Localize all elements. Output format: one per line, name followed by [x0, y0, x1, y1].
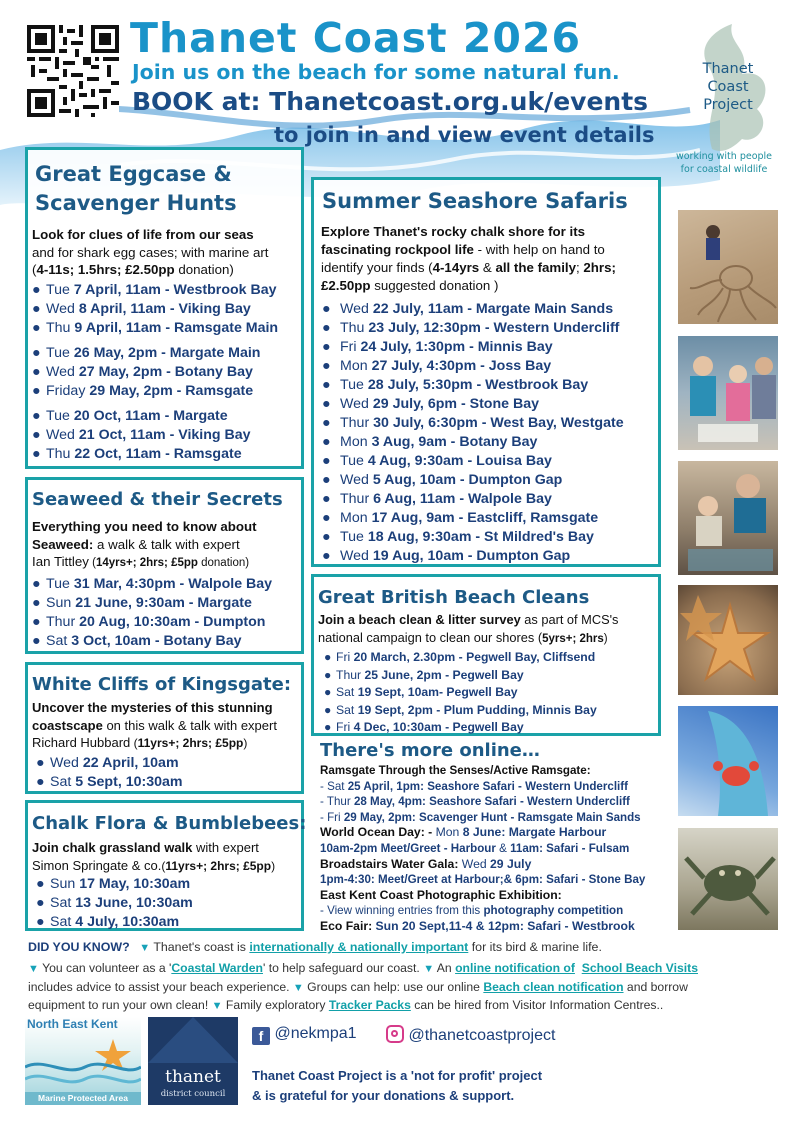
gala-detail: 1pm-4:30: Meet/Greet at Harbour;& 6pm: Safari - Stone Bay [320, 873, 646, 887]
chalk-title: Chalk Flora & Bumblebees: [32, 813, 307, 834]
eggcase-events [32, 281, 278, 464]
list-item: ● Sat 19 Sept, 2pm - Plum Pudding, Minnis Bay [324, 702, 597, 717]
list-item: - Sat 25 April, 1pm: Seashore Safari - Western Undercliff [320, 779, 628, 793]
list-item: ● Fri 4 Dec, 10:30am - Pegwell Bay [324, 720, 524, 734]
photo-beach-art [676, 208, 780, 326]
list-item: ● Mon 17 Aug, 9am - Eastcliff, Ramsgate [322, 510, 599, 526]
dolphin-icon: ▼ [423, 963, 435, 975]
nekmpa-logo [25, 1017, 141, 1105]
photo-rockpool-exploring [676, 459, 780, 577]
list-item: ● Wed 19 Aug, 10am - Dumpton Gap [322, 548, 571, 564]
seaweed-title: Seaweed & their Secrets [32, 489, 283, 510]
list-item: ● Sun 21 June, 9:30am - Margate [32, 595, 252, 611]
list-item: ● Thur 6 Aug, 11am - Walpole Bay [322, 491, 552, 507]
list-item: ● Fri 20 March, 2.30pm - Pegwell Bay, Cliffsend [324, 650, 596, 664]
ocean-day-detail: 10am-2pm Meet/Greet - Harbour & 11am: Safari - Fulsam [320, 841, 630, 855]
nekmpa-logo-text: North East Kent [27, 1017, 118, 1031]
council-mark-icon [148, 1017, 238, 1063]
list-item: ● Thu 9 April, 11am - Ramsgate Main [32, 320, 279, 336]
cliffs-panel [25, 662, 304, 794]
eco-fair-line: Eco Fair: Sun 20 Sept,11-4 & 12pm: Safari - Westbrook [320, 918, 635, 933]
list-item: ● Wed 27 May, 2pm - Botany Bay [32, 364, 253, 380]
list-item: ● Fri 24 July, 1:30pm - Minnis Bay [322, 339, 553, 355]
project-logo-text: Thanet Coast Project [702, 61, 754, 113]
coastal-warden-link[interactable]: Coastal Warden [171, 961, 263, 975]
waves-icon [25, 1057, 141, 1093]
list-item: ● Mon 27 July, 4:30pm - Joss Bay [322, 358, 552, 374]
facebook-handle[interactable]: f @nekmpa1 [252, 1025, 357, 1045]
photography-competition-link[interactable]: photography competition [483, 904, 624, 918]
safaris-title: Summer Seashore Safaris [322, 189, 628, 213]
header-subline: to join in and view event details [274, 123, 655, 147]
list-item: ● Tue 18 Aug, 9:30am - St Mildred's Bay [322, 529, 594, 545]
list-item: ● Thur 25 June, 2pm - Pegwell Bay [324, 667, 524, 682]
did-you-know: DID YOU KNOW? ▼ Thanet's coast is internationally & nationally important for its bird & marine life. [28, 940, 602, 954]
safaris-panel [311, 177, 661, 567]
list-item: ● Tue 28 July, 5:30pm - Westbrook Bay [322, 377, 589, 393]
dolphin-icon: ▼ [28, 963, 39, 975]
list-item: ● Thur 20 Aug, 10:30am - Dumpton [32, 614, 266, 630]
photo-flag-crab [676, 704, 780, 818]
council-sub: district council [160, 1089, 226, 1099]
list-item: ● Friday 29 May, 2pm - Ramsgate [32, 383, 254, 399]
photo-starfish [676, 583, 780, 697]
chalk-panel [25, 800, 307, 931]
list-item: ● Tue 4 Aug, 9:30am - Louisa Bay [322, 453, 552, 469]
online-title: There's more online… [320, 740, 540, 761]
ramsgate-heading: Ramsgate Through the Senses/Active Ramsgate: [320, 764, 591, 777]
list-item: ● Tue 20 Oct, 11am - Margate [32, 408, 228, 424]
list-item: - Thur 28 May, 4pm: Seashore Safari - Western Undercliff [320, 795, 630, 809]
tracker-packs-link[interactable]: Tracker Packs [328, 998, 411, 1012]
list-item: ● Sat 4 July, 10:30am [36, 914, 180, 930]
safaris-intro: Explore Thanet's rocky chalk shore for its fascinating rockpool life - with help on hand to identify your finds (4-14yrs & all the family; 2hrs; £2.50pp suggested donation ) [321, 224, 616, 293]
school-beach-visits-link[interactable]: School Beach Visits [581, 961, 698, 975]
eggcase-panel [25, 147, 304, 469]
facebook-icon: f [252, 1027, 270, 1045]
list-item: ● Wed 22 July, 11am - Margate Main Sands [322, 301, 614, 317]
beach-clean-notification-link[interactable]: Beach clean notification [483, 979, 624, 994]
council-logo [148, 1017, 238, 1105]
dolphin-icon: ▼ [211, 1000, 223, 1012]
booking-url[interactable]: BOOK at: Thanetcoast.org.uk/events [132, 87, 649, 116]
mpa-label: Marine Protected Area [25, 1092, 141, 1105]
dolphin-icon: ▼ [133, 942, 151, 954]
photo-exhibition-detail: - View winning entries from this photography competition [320, 904, 624, 918]
cliffs-title: White Cliffs of Kingsgate: [32, 674, 292, 695]
list-item: ● Tue 31 Mar, 4:30pm - Walpole Bay [32, 576, 273, 592]
photo-exhibition-heading: East Kent Coast Photographic Exhibition: [320, 887, 562, 902]
header-tagline: Join us on the beach for some natural fun. [132, 60, 620, 84]
cleans-events [324, 649, 597, 737]
list-item: ● Thu 22 Oct, 11am - Ramsgate [32, 446, 242, 462]
eggcase-intro: Look for clues of life from our seas and for shark egg cases; with marine art (4-11s; 1.5hrs; £2.50pp donation) [32, 227, 269, 277]
safaris-events [322, 300, 624, 566]
page-title: Thanet Coast 2026 [130, 14, 582, 62]
list-item: ● Wed 29 July, 6pm - Stone Bay [322, 396, 539, 412]
qr-code-icon[interactable] [27, 25, 119, 117]
list-item: ● Mon 3 Aug, 9am - Botany Bay [322, 434, 538, 450]
list-item: - Fri 29 May, 2pm: Scavenger Hunt - Ramsgate Main Sands [320, 810, 641, 824]
dolphin-icon: ▼ [292, 981, 304, 994]
cleans-intro: Join a beach clean & litter survey as part of MCS's national campaign to clean our shores (5yrs+; 2hrs) [318, 612, 619, 645]
seaweed-events [32, 575, 272, 651]
chalk-intro: Join chalk grassland walk with expert Simon Springate & co.(11yrs+; 2hrs; £5pp) [32, 840, 276, 873]
eggcase-title: Great Eggcase & Scavenger Hunts [35, 162, 237, 215]
online-section [320, 740, 665, 935]
gala-line: Broadstairs Water Gala: Wed 29 July [320, 856, 532, 871]
did-you-know-label: DID YOU KNOW? [28, 940, 130, 954]
list-item: ● Sat 19 Sept, 10am- Pegwell Bay [324, 685, 518, 699]
list-item: ● Wed 22 April, 10am [36, 755, 179, 771]
instagram-handle[interactable]: @thanetcoastproject [386, 1025, 555, 1045]
photo-children-group [676, 334, 780, 452]
online-notification-link[interactable]: online notification of [455, 961, 575, 975]
project-tagline: working with people for coastal wildlife [675, 151, 773, 175]
ocean-day-line: World Ocean Day: - Mon 8 June: Margate Harbour [320, 825, 607, 840]
photo-shore-crab [676, 826, 780, 932]
list-item: ● Tue 7 April, 11am - Westbrook Bay [32, 282, 277, 298]
instagram-icon [386, 1025, 404, 1043]
cliffs-events [36, 754, 183, 792]
council-name: thanet [165, 1067, 221, 1087]
list-item: ● Wed 21 Oct, 11am - Viking Bay [32, 427, 251, 443]
list-item: ● Tue 26 May, 2pm - Margate Main [32, 345, 261, 361]
charity-note: Thanet Coast Project is a 'not for profit' project & is grateful for your donations & support. [252, 1068, 543, 1103]
chalk-events [36, 875, 193, 932]
list-item: ● Sun 17 May, 10:30am [36, 876, 191, 892]
cliffs-intro: Uncover the mysteries of this stunning coastscape on this walk & talk with expert Richard Hubbard (11yrs+; 2hrs; £5pp) [32, 700, 277, 750]
seaweed-intro: Everything you need to know about Seaweed: a walk & talk with expert Ian Tittley (14yrs+; 2hrs; £5pp donation) [32, 519, 257, 569]
list-item: ● Sat 5 Sept, 10:30am [36, 774, 183, 790]
list-item: ● Sat 3 Oct, 10am - Botany Bay [32, 633, 242, 649]
importance-link[interactable]: internationally & nationally important [249, 940, 469, 954]
volunteer-info: ▼ You can volunteer as a 'Coastal Warden' to help safeguard our coast. ▼ An online notification of School Beach Visits includes advice to assist your beach experience. ▼ Groups can help: use our online Beach clean notification and borrow equipment to run your own clean! ▼ Family exploratory Tracker Packs can be hired from Visitor Information Centres.. [28, 961, 698, 1012]
list-item: ● Thu 23 July, 12:30pm - Western Undercliff [322, 320, 620, 336]
list-item: ● Wed 8 April, 11am - Viking Bay [32, 301, 251, 317]
list-item: ● Thur 30 July, 6:30pm - West Bay, Westgate [322, 415, 624, 431]
cleans-panel [311, 574, 661, 736]
seaweed-panel [25, 477, 304, 654]
list-item: ● Wed 5 Aug, 10am - Dumpton Gap [322, 472, 563, 488]
cleans-title: Great British Beach Cleans [318, 587, 590, 608]
list-item: ● Sat 13 June, 10:30am [36, 895, 193, 911]
